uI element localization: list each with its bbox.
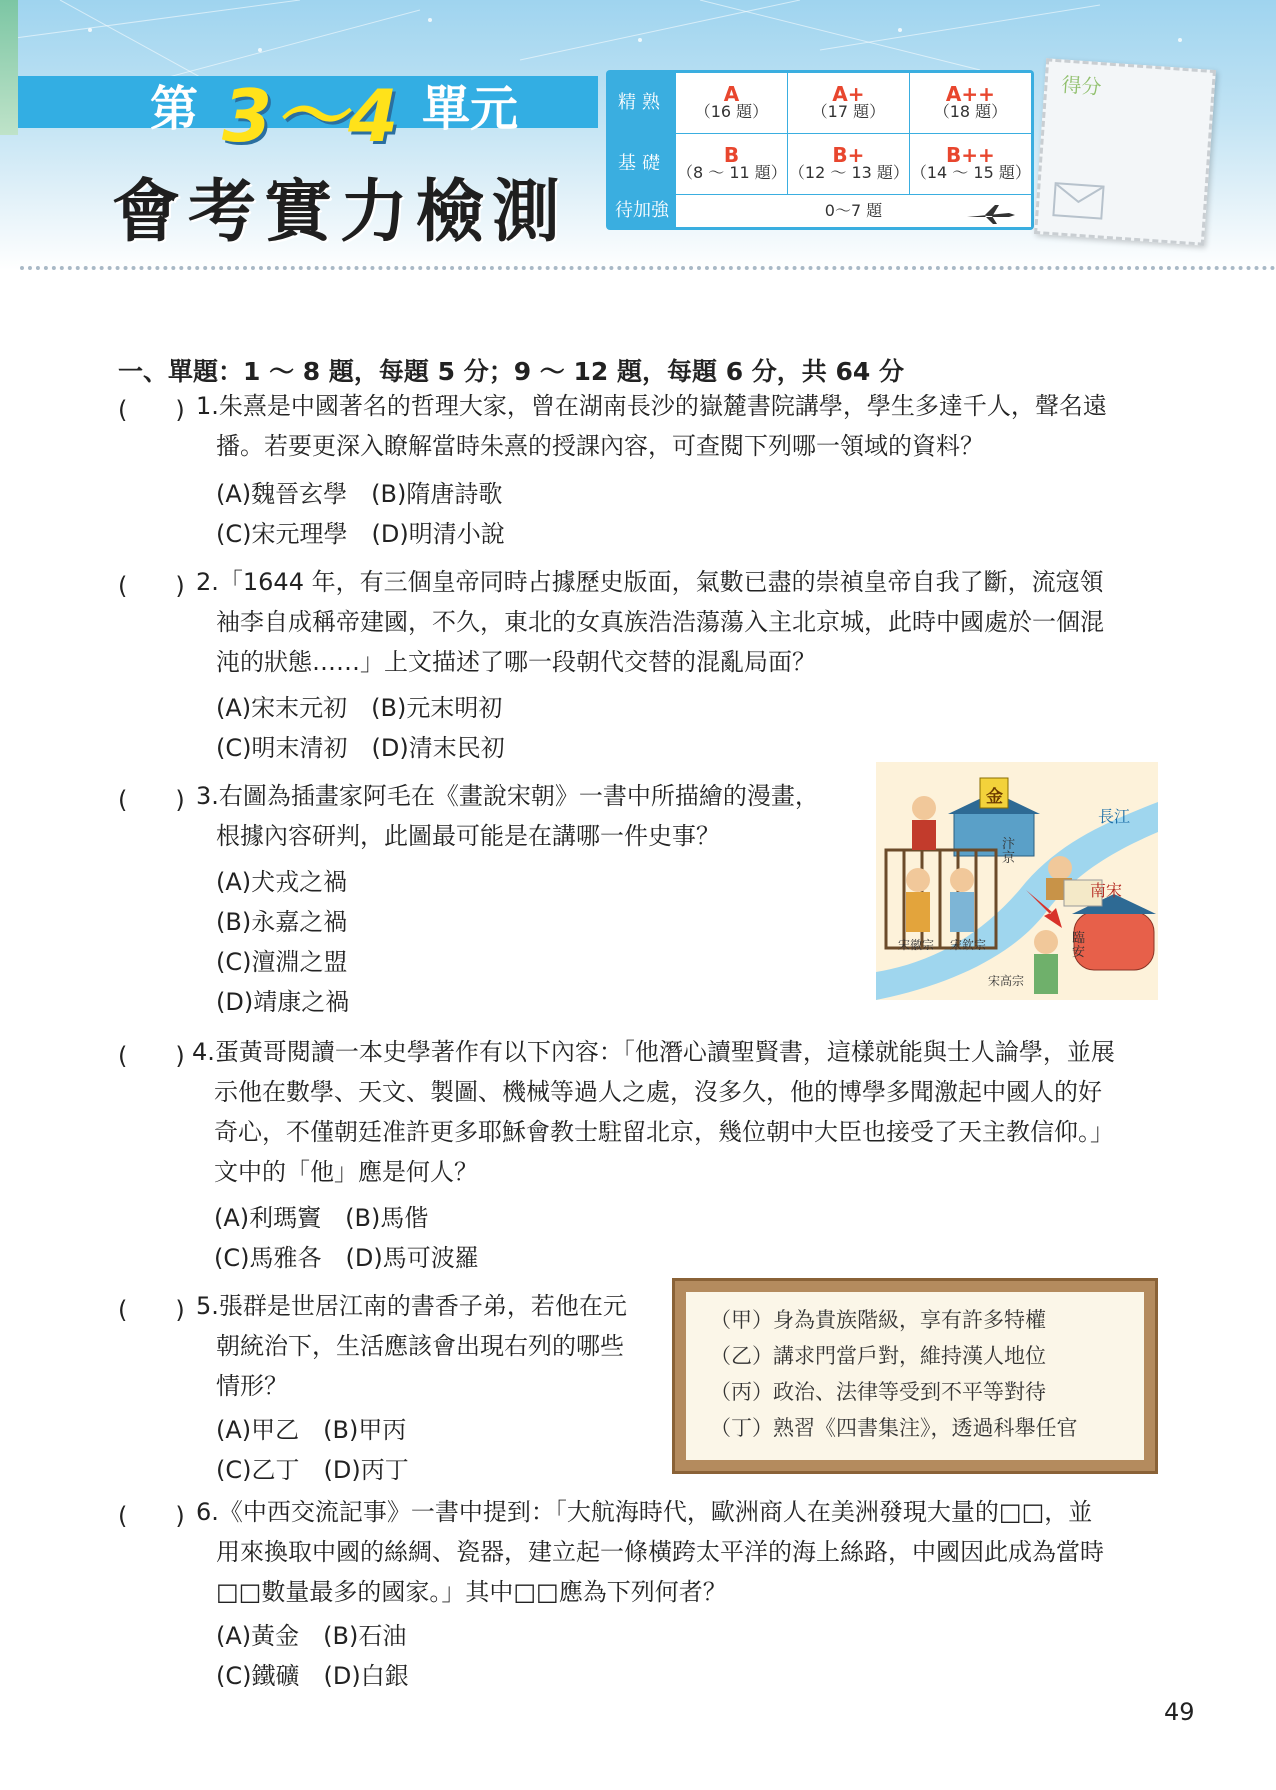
map-label-jin: 金	[986, 787, 1003, 807]
question-3-line-2: 根據內容研判，此圖最可能是在講哪一件史事？	[216, 822, 720, 850]
question-4-options-2: (C)馬雅各 (D)馬可波羅	[214, 1244, 479, 1272]
map-label-bianjing: 汴京	[1002, 837, 1016, 866]
question-5-line-3: 情形？	[216, 1372, 288, 1400]
level-label-basic: 基礎	[609, 134, 676, 195]
map-label-huizong: 宋徽宗	[898, 938, 935, 952]
map-label-nansong: 南宋	[1090, 881, 1123, 900]
statement-jia: （甲）身為貴族階級，享有許多特權	[710, 1308, 1046, 1332]
airplane-icon	[965, 203, 1017, 225]
level-label-needs-work: 待加強	[609, 195, 676, 228]
score-label: 得分	[1060, 72, 1103, 100]
question-4-line-2: 示他在數學、天文、製圖、機械等過人之處，沒多久，他的博學多聞激起中國人的好	[214, 1078, 1102, 1106]
level-table	[606, 70, 1034, 230]
question-3-option-a: (A)犬戎之禍	[216, 868, 348, 896]
question-1-line-1: 1.朱熹是中國著名的哲理大家，曾在湖南長沙的嶽麓書院講學，學生多達千人，聲名遠	[196, 392, 1107, 420]
statement-bing: （丙）政治、法律等受到不平等對待	[710, 1380, 1046, 1404]
count-a: （16 題）	[694, 102, 769, 122]
question-1-options-2: (C)宋元理學 (D)明清小說	[216, 520, 505, 548]
statement-yi: （乙）講求門當戶對，維持漢人地位	[710, 1344, 1046, 1368]
envelope-icon	[1052, 182, 1104, 219]
question-5-line-2: 朝統治下，生活應該會出現右列的哪些	[216, 1332, 624, 1360]
question-2-options-1: (A)宋末元初 (B)元末明初	[216, 694, 503, 722]
question-6-line-1: 6.《中西交流記事》一書中提到：「大航海時代，歐洲商人在美洲發現大量的□□，並	[196, 1498, 1093, 1526]
grade-b-plus: B+	[832, 143, 865, 168]
section-heading: 一、單題：1 ～ 8 題，每題 5 分；9 ～ 12 題，每題 6 分，共 64 分	[118, 357, 905, 386]
page-title: 會考實力檢測	[112, 173, 569, 252]
grade-b-plus-plus: B++	[946, 143, 995, 168]
statement-ding: （丁）熟習《四書集注》，透過科舉任官	[710, 1416, 1078, 1440]
question-1-line-2: 播。若要更深入瞭解當時朱熹的授課內容，可查閱下列哪一領域的資料？	[216, 432, 984, 460]
score-card	[1034, 58, 1216, 245]
question-4-line-4: 文中的「他」應是何人？	[214, 1158, 478, 1186]
level-b-plus	[787, 134, 909, 195]
statement-paper	[686, 1292, 1144, 1460]
question-2-line-2: 袖李自成稱帝建國，不久，東北的女真族浩浩蕩蕩入主北京城，此時中國處於一個混	[216, 608, 1104, 636]
level-a-plus	[787, 73, 909, 134]
question-3-line-1: 3.右圖為插畫家阿毛在《畫說宋朝》一書中所描繪的漫畫，	[196, 782, 819, 810]
question-6-line-2: 用來換取中國的絲綢、瓷器，建立起一條橫跨太平洋的海上絲路，中國因此成為當時	[216, 1538, 1104, 1566]
map-label-qinzong: 宋欽宗	[950, 938, 987, 952]
answer-blank-4[interactable]: ( )	[118, 1042, 185, 1070]
question-3-option-c: (C)澶淵之盟	[216, 948, 348, 976]
question-5-options-2: (C)乙丁 (D)丙丁	[216, 1456, 409, 1484]
unit-range: 3～4	[222, 74, 401, 158]
level-a	[676, 73, 788, 134]
unit-prefix: 第	[150, 81, 199, 137]
question-4-line-3: 奇心，不僅朝廷准許更多耶穌會教士駐留北京，幾位朝中大臣也接受了天主教信仰。」	[214, 1118, 1114, 1146]
page-number: 49	[1164, 1698, 1195, 1726]
history-comic-map	[876, 762, 1158, 1000]
map-label-linan: 臨安	[1072, 931, 1086, 960]
question-5-line-1: 5.張群是世居江南的書香子弟，若他在元	[196, 1292, 627, 1320]
question-6-options-1: (A)黃金 (B)石油	[216, 1622, 407, 1650]
answer-blank-6[interactable]: ( )	[118, 1502, 185, 1530]
question-2-line-3: 沌的狀態……」上文描述了哪一段朝代交替的混亂局面？	[216, 648, 816, 676]
count-b: （8 ～ 11 題）	[677, 163, 787, 183]
answer-blank-2[interactable]: ( )	[118, 572, 185, 600]
statement-board	[672, 1278, 1158, 1474]
grade-a-plus: A+	[832, 82, 865, 107]
level-b	[676, 134, 788, 195]
question-3-option-d: (D)靖康之禍	[216, 988, 350, 1016]
map-label-gaozong: 宋高宗	[988, 974, 1025, 988]
grade-a-plus-plus: A++	[945, 82, 995, 107]
grade-b: B	[723, 143, 740, 168]
level-c	[676, 195, 1032, 228]
question-1-options-1: (A)魏晉玄學 (B)隋唐詩歌	[216, 480, 503, 508]
level-b-plus-plus	[909, 134, 1031, 195]
count-c: 0～7 題	[824, 201, 883, 221]
grade-a: A	[723, 82, 740, 107]
header-divider	[20, 266, 1276, 270]
question-2-options-2: (C)明末清初 (D)清末民初	[216, 734, 505, 762]
question-5-options-1: (A)甲乙 (B)甲丙	[216, 1416, 407, 1444]
count-b-plus-plus: （14 ～ 15 題）	[910, 163, 1031, 183]
level-a-plus-plus	[909, 73, 1031, 134]
count-b-plus: （12 ～ 13 題）	[788, 163, 909, 183]
question-3-option-b: (B)永嘉之禍	[216, 908, 348, 936]
question-6-line-3: □□數量最多的國家。」其中□□應為下列何者？	[216, 1578, 727, 1606]
level-label-proficient: 精熟	[609, 73, 676, 134]
answer-blank-3[interactable]: ( )	[118, 786, 185, 814]
question-2-line-1: 2.「1644 年，有三個皇帝同時占據歷史版面，氣數已盡的崇禎皇帝自我了斷，流寇領	[196, 568, 1104, 596]
question-4-line-1: 4.蛋黃哥閱讀一本史學著作有以下內容：「他潛心讀聖賢書，這樣就能與士人論學，並展	[192, 1038, 1115, 1066]
unit-suffix: 單元	[422, 81, 519, 137]
answer-blank-1[interactable]: ( )	[118, 396, 185, 424]
count-a-plus: （17 題）	[811, 102, 886, 122]
answer-blank-5[interactable]: ( )	[118, 1296, 185, 1324]
question-6-options-2: (C)鐵礦 (D)白銀	[216, 1662, 409, 1690]
question-4-options-1: (A)利瑪竇 (B)馬偕	[214, 1204, 429, 1232]
left-edge-strip	[0, 0, 18, 135]
count-a-plus-plus: （18 題）	[933, 102, 1008, 122]
map-label-river: 長江	[1098, 807, 1131, 826]
